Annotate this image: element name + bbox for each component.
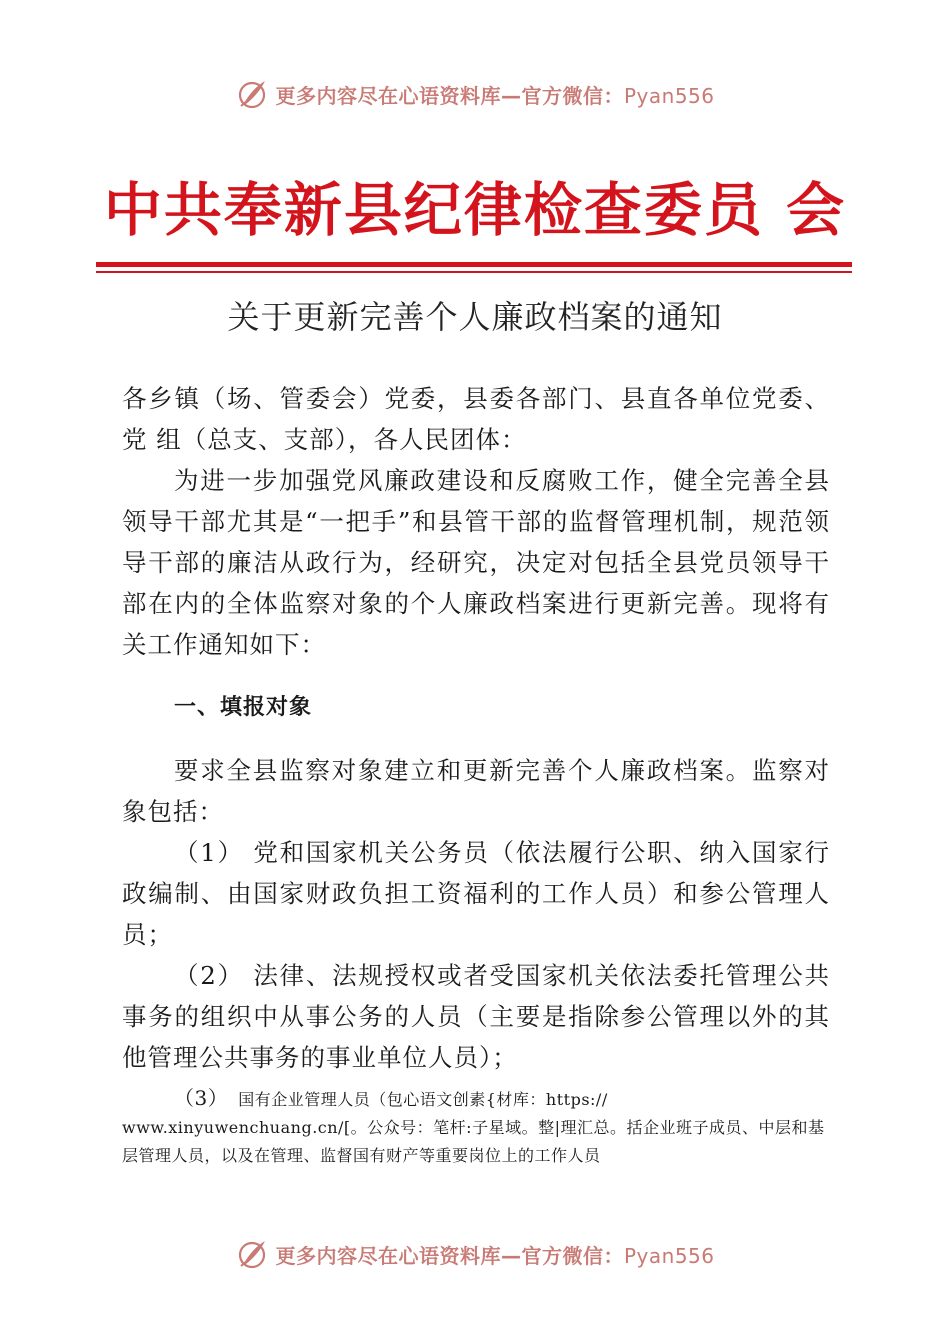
list-item-3 xyxy=(122,1084,830,1170)
section-paragraph: 要求全县监察对象建立和更新完善个人廉政档案。监察对象包括： xyxy=(122,756,830,826)
document-title: 关于更新完善个人廉政档案的通知 xyxy=(227,298,723,336)
letterhead-rule-thin xyxy=(96,271,852,273)
list-item-3-label: （3） xyxy=(174,1086,229,1110)
watermark-banner-bottom xyxy=(0,1234,950,1274)
watermark-text: 更多内容尽在心语资料库—官方微信：Pyan556 xyxy=(275,83,715,108)
watermark-banner-top xyxy=(0,74,950,114)
watermark-id: Pyan556 xyxy=(623,83,715,108)
quill-logo-icon xyxy=(235,77,269,111)
watermark-text: 更多内容尽在心语资料库—官方微信：Pyan556 xyxy=(275,1243,715,1268)
quill-logo-icon xyxy=(235,1237,269,1271)
intro-paragraph: 为进一步加强党风廉政建设和反腐败工作，健全完善全县领导干部尤其是“一把手”和县管干部的监督管理机制，规范领导干部的廉洁从政行为，经研究，决定对包括全县党员领导干部在内的全体监察对象的个人廉政档案进行更新完善。现将有关工作通知如下： xyxy=(122,466,830,659)
watermark-id: Pyan556 xyxy=(623,1243,715,1268)
list-item-1: （1） 党和国家机关公务员（依法履行公职、纳入国家行政编制、由国家财政负担工资福利的工作人员）和参公管理人员； xyxy=(122,838,830,949)
section-heading: 一、填报对象 xyxy=(174,695,313,720)
document-body xyxy=(122,378,830,1186)
letterhead-rule-thick xyxy=(96,262,852,267)
list-item-2: （2） 法律、法规授权或者受国家机关依法委托管理公共事务的组织中从事公务的人员（主要是指除参公管理以外的其他管理公共事务的事业单位人员）； xyxy=(122,961,830,1072)
list-item-3-text: 国有企业管理人员（包心语文创素{材库：https:// www.xinyuwenchuang.cn/[。公众号：笔杆:子星域。整|理汇总。括企业班子成员、中层和基层管理人员，以及在管理、监督国有财产等重要岗位上的工作人员 xyxy=(122,1090,825,1165)
letterhead-org-name: 中共奉新县纪律检查委员 会 xyxy=(103,176,847,244)
salutation: 各乡镇（场、管委会）党委，县委各部门、县直各单位党委、党 组（总支、支部），各人民团体： xyxy=(122,384,830,454)
